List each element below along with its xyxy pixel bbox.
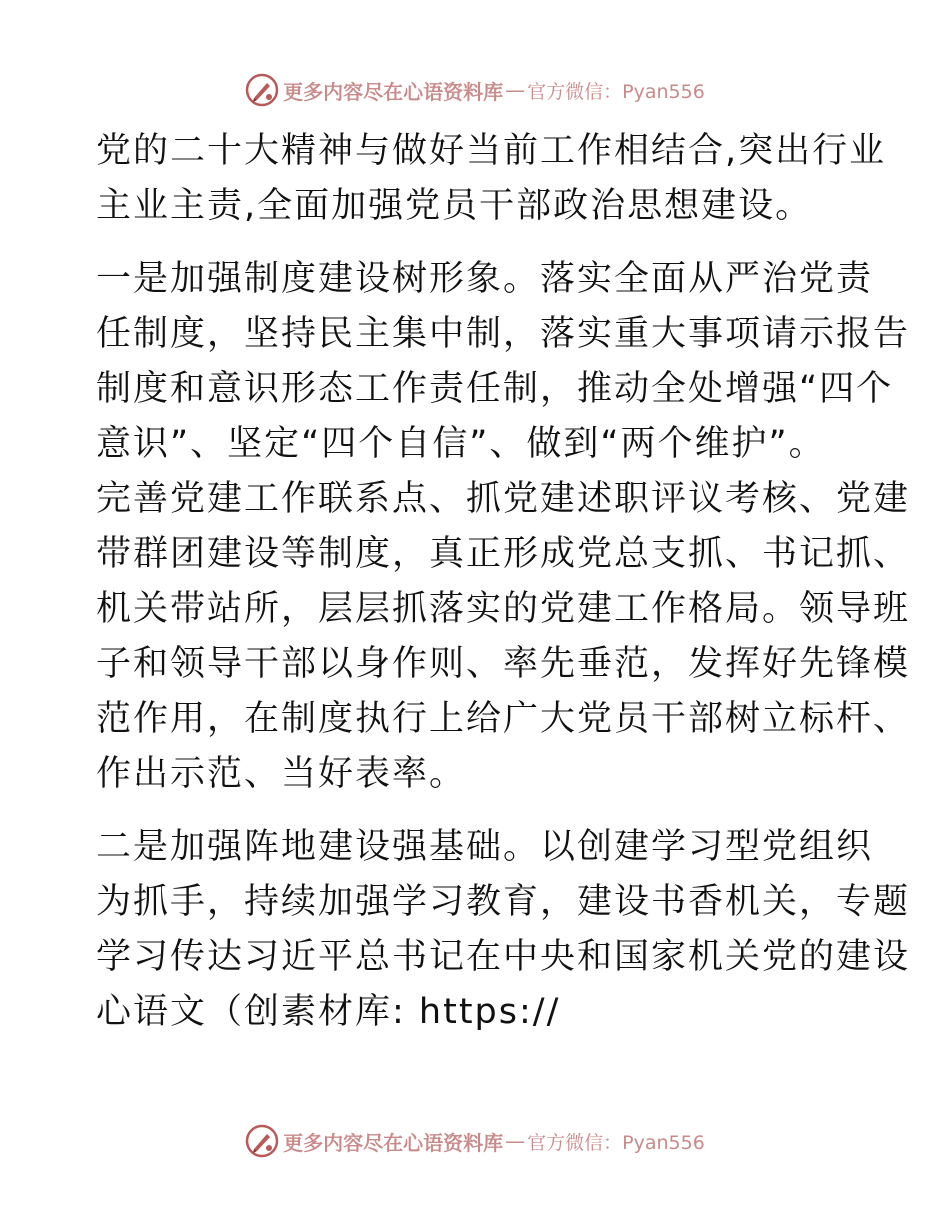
pen-logo-icon bbox=[245, 73, 279, 107]
text-line: 为抓手，持续加强学习教育，建设书香机关，专题 bbox=[96, 882, 911, 922]
text-line: 带群团建设等制度，真正形成党总支抓、书记抓、 bbox=[96, 534, 911, 574]
text-line: 范作用，在制度执行上给广大党员干部树立标杆、 bbox=[96, 699, 911, 739]
watermark-brand: 更多内容尽在心语资料库 bbox=[283, 1130, 504, 1155]
text-line: 一是加强制度建设树形象。落实全面从严治党责 bbox=[96, 259, 874, 299]
document-body bbox=[96, 124, 911, 1040]
header-watermark bbox=[0, 70, 950, 110]
text-line: 机关带站所，层层抓落实的党建工作格局。领导班 bbox=[96, 589, 911, 629]
watermark-suffix: 官方微信：Pyan556 bbox=[527, 1131, 705, 1154]
paragraph-3 bbox=[96, 820, 911, 1040]
paragraph-1 bbox=[96, 124, 887, 234]
pen-logo-icon bbox=[245, 1124, 279, 1158]
text-line: 完善党建工作联系点、抓党建述职评议考核、党建 bbox=[96, 479, 911, 519]
text-line: 制度和意识形态工作责任制，推动全处增强“四个 bbox=[96, 369, 894, 409]
text-line: 意识”、坚定“四个自信”、做到“两个维护”。 bbox=[96, 424, 826, 464]
watermark-brand: 更多内容尽在心语资料库 bbox=[283, 79, 504, 104]
text-line: 主业主责,全面加强党员干部政治思想建设。 bbox=[96, 186, 813, 226]
text-line: 学习传达习近平总书记在中央和国家机关党的建设 bbox=[96, 937, 911, 977]
text-line: 心语文（创素材库: https:// bbox=[96, 992, 561, 1032]
watermark-dash: — bbox=[505, 1129, 526, 1153]
text-line: 子和领导干部以身作则、率先垂范，发挥好先锋模 bbox=[96, 644, 911, 684]
text-line: 作出示范、当好表率。 bbox=[96, 754, 467, 794]
watermark-dash: — bbox=[505, 78, 526, 102]
text-line: 任制度，坚持民主集中制，落实重大事项请示报告 bbox=[96, 314, 911, 354]
watermark-suffix: 官方微信：Pyan556 bbox=[527, 80, 705, 103]
text-line: 党的二十大精神与做好当前工作相结合,突出行业 bbox=[96, 131, 887, 171]
text-line: 二是加强阵地建设强基础。以创建学习型党组织 bbox=[96, 827, 874, 867]
paragraph-2 bbox=[96, 252, 911, 802]
footer-watermark bbox=[0, 1121, 950, 1161]
